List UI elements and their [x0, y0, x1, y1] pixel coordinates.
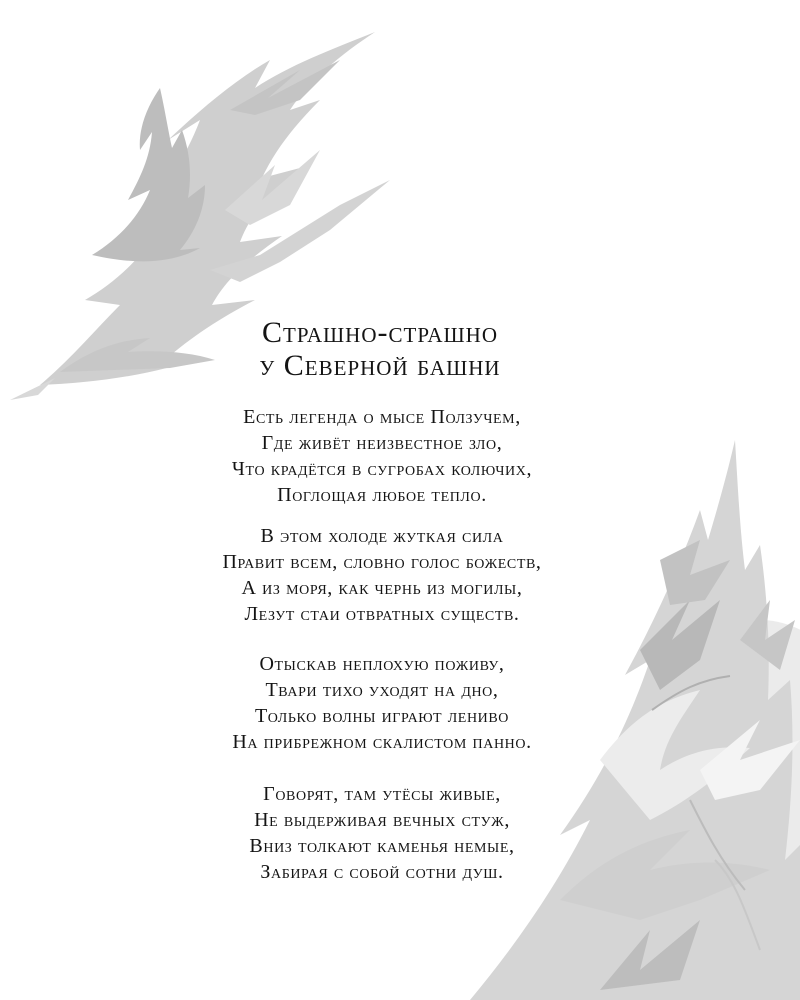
stanza-line: Твари тихо уходят на дно, — [265, 679, 499, 701]
stanza-line: Забирая с собой сотни душ. — [260, 861, 504, 883]
stanza-1 — [0, 404, 764, 508]
poem-title — [0, 316, 760, 382]
stanza-line: Поглощая любое тепло. — [277, 484, 487, 506]
stanza-4 — [0, 781, 764, 885]
poem-title-line-1: Страшно-страшно — [261, 316, 498, 349]
stanza-line: Где живёт неизвестное зло, — [261, 432, 503, 454]
poem-title-line-2: у Северной башни — [259, 349, 501, 382]
stanza-2 — [0, 523, 764, 627]
stanza-line: Говорят, там утёсы живые, — [263, 783, 501, 805]
stanza-line: Вниз толкают каменья немые, — [249, 835, 515, 857]
stanza-line: Лезут стаи отвратных существ. — [244, 603, 520, 625]
stanza-line: Есть легенда о мысе Ползучем, — [243, 406, 521, 428]
stanza-line: Не выдерживая вечных стуж, — [254, 809, 510, 831]
stanza-line: Отыскав неплохую поживу, — [259, 653, 505, 675]
stanza-line: На прибрежном скалистом панно. — [232, 731, 532, 753]
stanza-3 — [0, 651, 764, 755]
stanza-line: Только волны играют лениво — [254, 705, 510, 727]
stanza-line: А из моря, как чернь из могилы, — [241, 577, 523, 599]
stanza-line: Правит всем, словно голос божеств, — [222, 551, 542, 573]
stanza-line: В этом холоде жуткая сила — [260, 525, 504, 547]
stanza-line: Что крадётся в сугробах колючих, — [231, 458, 533, 480]
